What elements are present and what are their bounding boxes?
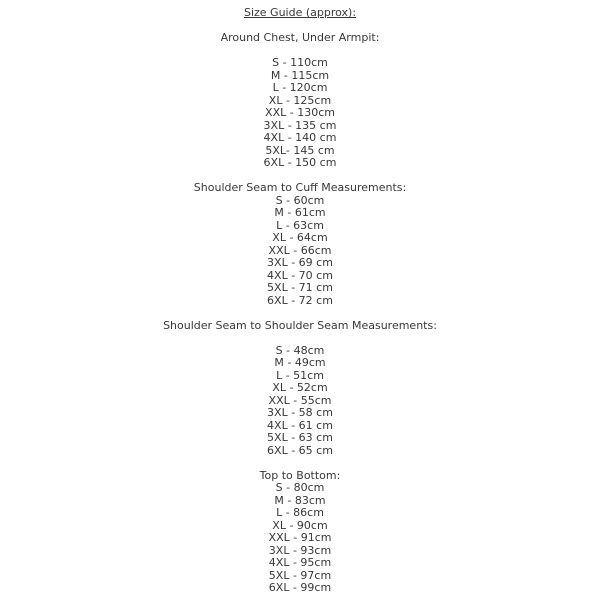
size-row: XXL - 55cm <box>268 393 332 407</box>
size-row: XXL - 66cm <box>268 243 332 257</box>
size-row: XL - 90cm <box>272 518 328 532</box>
size-guide-section <box>0 470 600 595</box>
size-row: L - 51cm <box>276 368 324 382</box>
size-row: 4XL - 140 cm <box>263 131 337 144</box>
size-row: XXL - 91cm <box>268 531 332 544</box>
size-row: 4XL - 61 cm <box>267 418 333 432</box>
size-row: S - 60cm <box>275 193 325 207</box>
size-row: XL - 64cm <box>272 231 328 244</box>
section-title: Around Chest, Under Armpit: <box>220 31 380 44</box>
size-row: L - 63cm <box>276 218 324 232</box>
size-row: XL - 125cm <box>268 93 332 107</box>
size-row: 5XL - 63 cm <box>267 431 333 444</box>
size-row: 3XL - 58 cm <box>267 406 333 419</box>
size-row: L - 120cm <box>272 81 328 94</box>
size-row: 5XL - 71 cm <box>267 281 333 294</box>
size-row: 4XL - 95cm <box>268 556 332 569</box>
section-title: Shoulder Seam to Cuff Measurements: <box>193 181 407 194</box>
size-row: 3XL - 93cm <box>268 543 332 557</box>
size-row: M - 61cm <box>274 206 326 219</box>
size-row: M - 49cm <box>274 356 326 369</box>
size-row: S - 110cm <box>272 56 328 69</box>
page-title: Size Guide (approx): <box>243 6 357 19</box>
size-row: 4XL - 70 cm <box>267 268 333 282</box>
size-guide-sections <box>0 32 600 595</box>
size-row: 6XL - 65 cm <box>267 443 333 457</box>
blank-line <box>0 332 600 345</box>
size-row: 5XL- 145 cm <box>265 143 335 157</box>
size-row: XXL - 130cm <box>265 106 335 119</box>
section-title: Top to Bottom: <box>259 468 341 482</box>
size-guide-section <box>0 320 600 458</box>
size-row: M - 115cm <box>270 68 330 82</box>
size-row: M - 83cm <box>274 493 326 507</box>
size-row: 6XL - 99cm <box>268 581 332 594</box>
section-title: Shoulder Seam to Shoulder Seam Measurements: <box>163 318 437 332</box>
size-guide-section <box>0 32 600 170</box>
size-row: XL - 52cm <box>272 381 328 394</box>
size-guide-section <box>0 182 600 307</box>
size-row: 3XL - 135 cm <box>263 118 337 132</box>
size-row: 6XL - 72 cm <box>267 293 333 307</box>
size-row: S - 48cm <box>275 343 325 357</box>
size-row: 5XL - 97cm <box>268 568 332 582</box>
size-row: 3XL - 69 cm <box>267 256 333 269</box>
size-row: 6XL - 150 cm <box>263 156 337 169</box>
size-row: L - 86cm <box>276 506 324 519</box>
size-row: S - 80cm <box>275 481 325 494</box>
